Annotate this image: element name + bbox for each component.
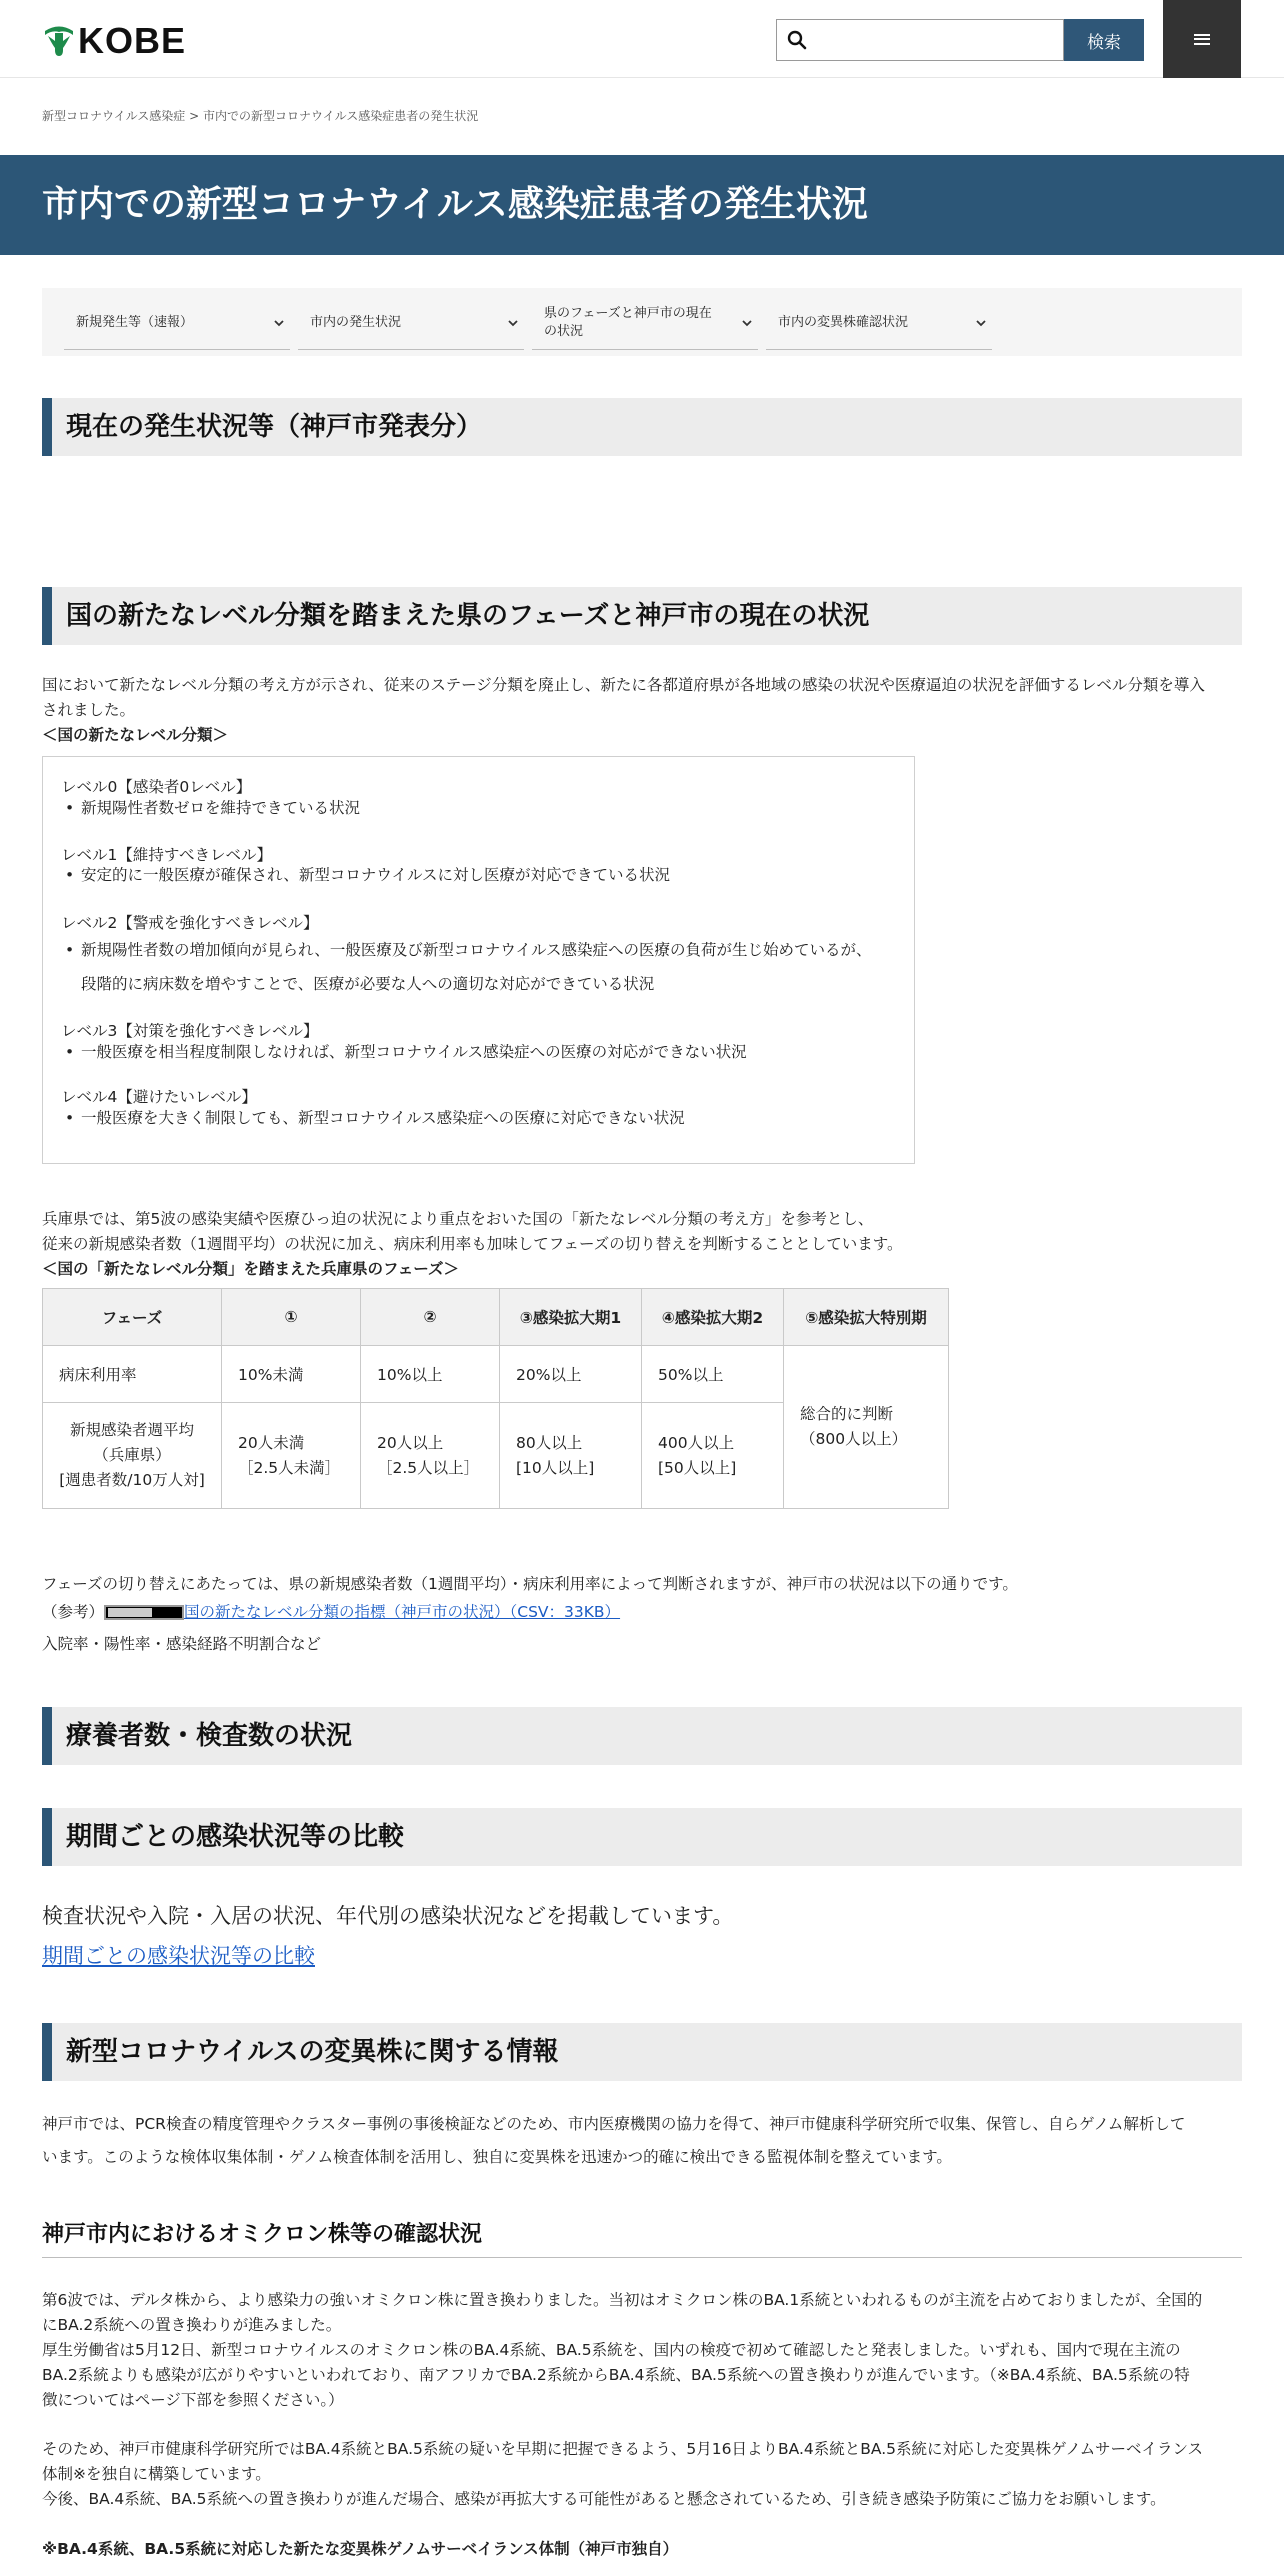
omicron-block1-l2: にBA.2系統への置き換わりが進みました。 [42, 2316, 342, 2334]
table-row [43, 1346, 949, 1403]
search-input[interactable] [815, 24, 1055, 56]
cell-line: ［2.5人以上］ [377, 1458, 480, 1477]
section-heading-text: 現在の発生状況等（神戸市発表分） [66, 412, 483, 442]
table-header-cell: ② [361, 1289, 500, 1346]
level-4-item [65, 1105, 685, 1131]
chevron-down-icon [740, 316, 754, 330]
level-1-item [65, 862, 670, 888]
section-heading-text: 国の新たなレベル分類を踏まえた県のフェーズと神戸市の現在の状況 [66, 601, 870, 631]
levels-intro-line1: 国において新たなレベル分類の考え方が示され、従来のステージ分類を廃止し、新たに各都道府県が各地域の感染の状況や医療逼迫の状況を評価するレベル分類を導入 [42, 676, 1205, 694]
ref-prefix: （参考） [42, 1603, 105, 1621]
omicron-block2-l2: 体制※を独自に構築しています。 [42, 2465, 271, 2483]
level-4-title: レベル4【避けたいレベル】 [61, 1088, 257, 1106]
cell-line: 400人以上 [658, 1433, 735, 1452]
table-cell [500, 1403, 642, 1509]
variant-para-line1: 神戸市では、PCR検査の精度管理やクラスター事例の事後検証などのため、市内医療機関の協力を得て、神戸市健康科学研究所で収集、保管し、自らゲノム解析して [42, 2115, 1186, 2133]
section-nav-label: 市内の変異株確認状況 [778, 315, 909, 330]
site-logo[interactable] [42, 20, 187, 61]
omicron-block1-l5: 徴についてはページ下部を参照ください。） [42, 2391, 344, 2409]
phase-table [42, 1288, 949, 1509]
table-cell: 50%以上 [642, 1346, 784, 1403]
section-heading-ryoyo [42, 1707, 1242, 1765]
levels-intro-line2: されました。 [42, 701, 136, 719]
level-1-title: レベル1【維持すべきレベル】 [61, 846, 273, 864]
hyogo-heading: ＜国の「新たなレベル分類」を踏まえた兵庫県のフェーズ＞ [42, 1260, 459, 1278]
table-cell-merged [784, 1346, 949, 1509]
table-header-cell: ① [222, 1289, 361, 1346]
level-2-title: レベル2【警戒を強化すべきレベル】 [61, 914, 319, 932]
cell-line: 20人未満 [238, 1433, 305, 1452]
section-nav-label: 県のフェーズと神戸市の現在の状況 [544, 306, 712, 339]
merged-line: （800人以上） [800, 1430, 908, 1448]
section-nav [42, 288, 1242, 356]
site-header [0, 0, 1284, 78]
level-item-text: • 新規陽性者数の増加傾向が見られ、一般医療及び新型コロナウイルス感染症への医療の負荷が生じ始めているが、 [81, 941, 872, 959]
level-item-text: • 一般医療を相当程度制限しなければ、新型コロナウイルス感染症への医療の対応ができない状況 [81, 1043, 747, 1061]
table-header-cell: ⑤感染拡大特別期 [784, 1289, 949, 1346]
cell-line: ［2.5人未満］ [238, 1458, 341, 1477]
section-heading-text: 新型コロナウイルスの変異株に関する情報 [66, 2037, 559, 2067]
section-nav-item-city-status[interactable] [298, 296, 524, 350]
surveillance-heading: ※BA.4系統、BA.5系統に対応した新たな変異株ゲノムサーベイランス体制（神戸市独自） [42, 2540, 679, 2558]
omicron-block1-l4: BA.2系統よりも感染が広がりやすいといわれており、南アフリカでBA.2系統からBA.4系統、BA.5系統への置き換わりが進んでいます。（※BA.4系統、BA.5系統の特 [42, 2366, 1190, 2384]
cell-line: [50人以上] [658, 1458, 737, 1477]
hamburger-menu-icon [1194, 31, 1210, 47]
kobe-logo-icon [42, 24, 76, 58]
table-cell: 10%未満 [222, 1346, 361, 1403]
chevron-down-icon [974, 316, 988, 330]
phase-note-line3: 入院率・陽性率・感染経路不明割合など [42, 1635, 322, 1653]
table-header-cell: ④感染拡大期2 [642, 1289, 784, 1346]
table-header-cell: フェーズ [43, 1289, 222, 1346]
level-3-title: レベル3【対策を強化すべきレベル】 [61, 1022, 319, 1040]
section-heading-text: 期間ごとの感染状況等の比較 [66, 1822, 405, 1852]
csv-download-link[interactable]: 国の新たなレベル分類の指標（神戸市の状況）（CSV：33KB） [184, 1603, 621, 1621]
breadcrumb-separator: > [185, 109, 203, 123]
level-item-text-cont: 段階的に病床数を増やすことで、医療が必要な人への適切な対応ができている状況 [81, 975, 655, 993]
section-heading-variant [42, 2023, 1242, 2081]
level-item-text: • 新規陽性者数ゼロを維持できている状況 [81, 799, 361, 817]
page-title-band [0, 155, 1284, 255]
hyogo-line2: 従来の新規感染者数（1週間平均）の状況に加え、病床利用率も加味してフェーズの切り替えを判断することとしています。 [42, 1235, 903, 1253]
breadcrumb-current: 市内での新型コロナウイルス感染症患者の発生状況 [202, 109, 479, 123]
omicron-block2-l1: そのため、神戸市健康科学研究所ではBA.4系統とBA.5系統の疑いを早期に把握できるよう、5月16日よりBA.4系統とBA.5系統に対応した変異株ゲノムサーベイランス [42, 2440, 1204, 2458]
page-title: 市内での新型コロナウイルス感染症患者の発生状況 [42, 184, 868, 225]
table-cell [642, 1403, 784, 1509]
subsection-heading-omicron: 神戸市内におけるオミクロン株等の確認状況 [42, 2212, 1242, 2258]
level-item-text: • 安定的に一般医療が確保され、新型コロナウイルスに対し医療が対応できている状況 [81, 866, 671, 884]
levels-box [42, 756, 915, 1164]
chevron-down-icon [272, 316, 286, 330]
level-0-item [65, 795, 360, 821]
cell-line: [週患者数/10万人対] [59, 1471, 205, 1489]
table-header-row [43, 1289, 949, 1346]
omicron-block2-l3: 今後、BA.4系統、BA.5系統への置き換わりが進んだ場合、感染が再拡大する可能性があると懸念されているため、引き続き感染予防策にご協力をお願いします。 [42, 2490, 1166, 2508]
phase-note-line1: フェーズの切り替えにあたっては、県の新規感染者数（1週間平均）・病床利用率によって判断されますが、神戸市の状況は以下の通りです。 [42, 1575, 1018, 1593]
cc-by-license-icon [104, 1605, 184, 1620]
section-nav-item-new-cases[interactable] [64, 296, 290, 350]
merged-line: 総合的に判断 [800, 1405, 894, 1423]
chevron-down-icon [506, 316, 520, 330]
table-cell: 20%以上 [500, 1346, 642, 1403]
level-3-item [65, 1039, 747, 1065]
section-heading-levels [42, 587, 1242, 645]
table-header-cell: ③感染拡大期1 [500, 1289, 642, 1346]
table-cell: 病床利用率 [43, 1346, 222, 1403]
level-item-text: • 一般医療を大きく制限しても、新型コロナウイルス感染症への医療に対応できない状況 [81, 1109, 685, 1127]
section-nav-item-variant[interactable] [766, 296, 992, 350]
cell-line: 20人以上 [377, 1433, 444, 1452]
table-cell [222, 1403, 361, 1509]
section-nav-item-phase[interactable] [532, 296, 758, 350]
variant-para-line2: います。このような検体収集体制・ゲノム検査体制を活用し、独自に変異株を迅速かつ的確に検出できる監視体制を整えています。 [42, 2148, 952, 2166]
section-heading-current [42, 398, 1242, 456]
search-button[interactable]: 検索 [1064, 19, 1144, 61]
cell-line: 新規感染者週平均 [69, 1421, 194, 1439]
table-cell: 10%以上 [361, 1346, 500, 1403]
menu-button[interactable] [1163, 0, 1241, 78]
table-cell-label [43, 1403, 222, 1509]
logo-text: KOBE [78, 20, 187, 61]
section-nav-label: 市内の発生状況 [310, 315, 402, 330]
table-cell [361, 1403, 500, 1509]
level-0-title: レベル0【感染者0レベル】 [61, 778, 252, 796]
phase-note-ref [42, 1600, 620, 1625]
cell-line: [10人以上] [516, 1458, 595, 1477]
breadcrumb-link-home[interactable]: 新型コロナウイルス感染症 [42, 109, 186, 123]
breadcrumb [42, 107, 478, 124]
section-heading-text: 療養者数・検査数の状況 [66, 1721, 353, 1751]
cell-line: 80人以上 [516, 1433, 583, 1452]
section-nav-label: 新規発生等（速報） [76, 315, 194, 330]
hyogo-line1: 兵庫県では、第5波の感染実績や医療ひっ迫の状況により重点をおいた国の「新たなレベル分類の考え方」を参考とし、 [42, 1210, 874, 1228]
section-heading-period [42, 1808, 1242, 1866]
period-description: 検査状況や入院・入居の状況、年代別の感染状況などを掲載しています。 [42, 1904, 734, 1928]
period-comparison-link[interactable]: 期間ごとの感染状況等の比較 [42, 1944, 315, 1968]
level-2-item [65, 933, 872, 1001]
levels-heading: ＜国の新たなレベル分類＞ [42, 726, 229, 744]
search-icon [787, 30, 807, 50]
omicron-block1-l1: 第6波では、デルタ株から、より感染力の強いオミクロン株に置き換わりました。当初はオミクロン株のBA.1系統といわれるものが主流を占めておりましたが、全国的 [42, 2291, 1203, 2309]
omicron-block1-l3: 厚生労働省は5月12日、新型コロナウイルスのオミクロン株のBA.4系統、BA.5系統を、国内の検疫で初めて確認したと発表しました。いずれも、国内で現在主流の [42, 2341, 1181, 2359]
search-box [776, 19, 1064, 61]
cell-line: （兵庫県） [93, 1446, 171, 1464]
